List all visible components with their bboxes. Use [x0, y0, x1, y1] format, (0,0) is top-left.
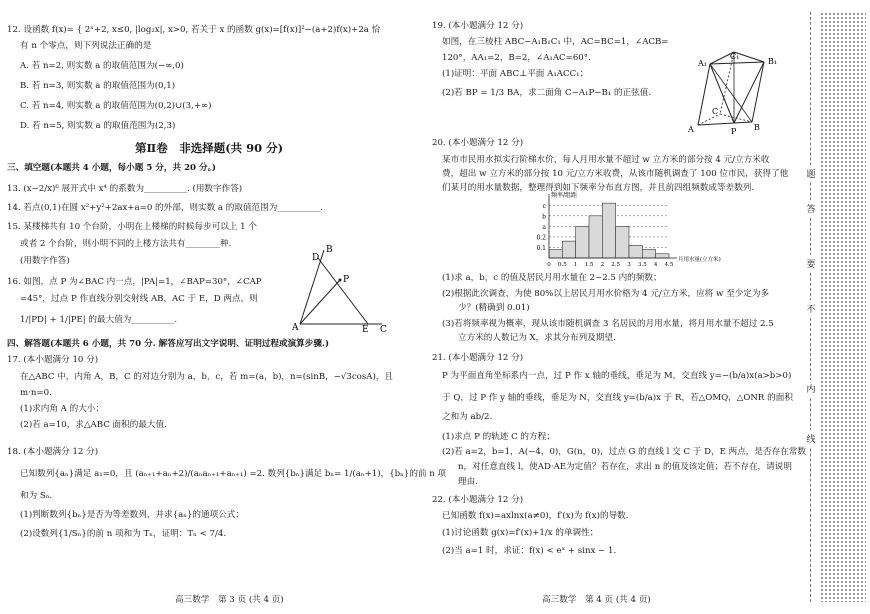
y-tick-label: a	[542, 223, 546, 231]
q20-line: (1)求 a，b，c 的值及居民月用水量在 2~2.5 内的频数；	[442, 273, 662, 283]
q21-line: 理由.	[458, 477, 478, 487]
y-tick-label: c	[542, 202, 546, 210]
q19-line: (1)证明：平面 ABC⊥平面 A₁ACC₁；	[442, 69, 589, 79]
strip-char: 线	[806, 430, 816, 447]
histogram-bar	[589, 216, 602, 258]
histogram-bar	[616, 226, 629, 258]
section-fill-in: 三、填空题(本题共 4 小题，每小题 5 分，共 20 分。)	[7, 163, 216, 173]
histogram-bar	[656, 254, 669, 258]
q17-line: (1)求内角 A 的大小；	[20, 404, 104, 414]
q21-line: 21. (本小题满分 12 分)	[432, 353, 524, 363]
q21-line: P 为平面直角坐标系内一点，过 P 作 x 轴的垂线，垂足为 M，交直线 y=−(b/a)x(a>b>0)	[442, 371, 792, 381]
q21-line: n，对任意直线 l，使AD·AE为定值？若存在，求出 n 的值及该定值；若不存在，请说明	[458, 462, 792, 472]
histogram-bar	[549, 250, 562, 258]
q16-line: =45°，过点 P 作直线分别交射线 AB，AC 于 E，D 两点，则	[20, 294, 258, 304]
q17-line: 在△ABC 中，内角 A，B，C 的对边分别为 a，b，c，若 m=(a，b)，n=(sinB，−√3cosA)，且	[20, 372, 393, 382]
x-tick-label: 3.5	[637, 262, 647, 268]
q18-line: (2)设数列{1/Sₙ}的前 n 项和为 Tₙ，证明：Tₙ < 7/4.	[20, 529, 227, 539]
fig16-label: B	[326, 245, 333, 255]
x-tick-label: 2	[600, 262, 605, 268]
fig19-label: C₁	[730, 52, 740, 61]
seal-strip-pattern	[820, 12, 866, 602]
y-tick-label: 0.1	[536, 244, 546, 252]
footer-page-4: 高三数学 第 4 页 (共 4 页)	[542, 595, 651, 605]
fig16-label: D	[312, 253, 320, 263]
section-solutions: 四、解答题(本题共 6 小题，共 70 分. 解答应写出文字说明、证明过程或演算步骤.)	[7, 339, 330, 349]
fig16-label: P	[343, 275, 350, 285]
strip-char: 要	[806, 255, 816, 272]
q12-line: 有 n 个零点，则下列说法正确的是	[20, 41, 152, 51]
q20-line: (2)根据此次调查，为使 80%以上居民月用水价格为 4 元/立方米，应将 w 至少定为多	[442, 289, 770, 299]
part2-title: 第Ⅱ卷 非选择题(共 90 分)	[135, 141, 284, 155]
strip-char: 不	[806, 300, 816, 317]
q18-line: 已知数列{aₙ}满足 a₁=0，且 (aₙ₊₁+aₙ+2)/(aₙaₙ₊₁+aₙ₊₁) =2. 数列{bₙ}满足 bₙ= 1/(aₙ+1)，{bₙ}的前 n 项	[20, 469, 447, 479]
fig19-label: P	[731, 127, 737, 136]
y-tick-label: b	[542, 213, 546, 221]
strip-char: 题	[806, 165, 816, 182]
q14: 14. 若点(0,1)在圆 x²+y²+2ax+a=0 的外部，则实数 a 的取值范围为__________.	[7, 203, 324, 213]
fig19-label: A₁	[698, 59, 707, 68]
q17-line: 17. (本小题满分 10 分)	[7, 355, 99, 365]
strip-char: 内	[806, 380, 816, 397]
x-axis-label: 月用水量(立方米)	[678, 257, 721, 263]
fig19-label: C	[712, 107, 719, 116]
q12-option-c: C. 若 n=4, 则实数 a 的取值范围为(0,2)∪(3,+∞)	[20, 101, 212, 111]
q19-line: (2)若 BP = 1/3 BA，求二面角 C−A₁P−B₁ 的正弦值.	[442, 88, 652, 98]
q20-line: 20. (本小题满分 12 分)	[432, 138, 524, 148]
fig19-label: B₁	[768, 57, 778, 66]
q15-line: 或者 2 个台阶，则小明不同的上楼方法共有________种.	[20, 239, 232, 249]
y-axis-label: 频率/组距	[551, 192, 578, 199]
q20-line: 少？(精确到 0.01)	[458, 303, 530, 313]
q17-line: (2)若 a=10，求△ABC 面积的最大值.	[20, 420, 167, 430]
q20-line: 立方米的人数记为 X，求其分布列及期望.	[458, 333, 616, 343]
q21-line: 于 Q，过 P 作 y 轴的垂线，垂足为 N，交直线 y=(b/a)x 于 R，若△OMQ，△ONR 的面积	[442, 393, 793, 403]
q12-option-b: B. 若 n=3, 则实数 a 的取值范围为(0,1)	[20, 81, 176, 91]
fig19-label: A	[688, 125, 694, 134]
x-tick-label: 4.5	[664, 262, 674, 268]
q17-line: m·n=0.	[20, 388, 52, 398]
q18-line: (1)判断数列{bₙ}是否为等差数列，并求{aₙ}的通项公式；	[20, 510, 244, 520]
q19-line: 如图，在三棱柱 ABC−A₁B₁C₁ 中，AC=BC=1，∠ACB=	[442, 37, 669, 47]
fig16-label: C	[380, 325, 387, 335]
histogram-bar	[562, 241, 575, 258]
q21-line: (1)求点 P 的轨迹 C 的方程；	[442, 432, 555, 442]
histogram-bar	[629, 245, 642, 258]
q18-line: 和为 Sₙ.	[20, 491, 53, 501]
q20-line: 某市市民用水拟实行阶梯水价，每人月用水量不超过 w 立方米的部分按 4 元/立方米收	[442, 155, 770, 165]
fig16-label: E	[362, 325, 369, 335]
q22-line: 已知函数 f(x)=axlnx(a≠0)，f′(x)为 f(x)的导数.	[442, 511, 629, 521]
q22-line: (2)当 a=1 时，求证：f(x) < eˣ + sinx − 1.	[442, 546, 617, 556]
strip-char: 答	[806, 200, 816, 217]
q22-line: (1)讨论函数 g(x)=f′(x)+1/x 的单调性；	[442, 528, 599, 538]
figure-q19-prism	[682, 50, 792, 135]
y-tick-label: 0.2	[536, 234, 546, 242]
histogram-chart	[527, 190, 721, 270]
footer-page-3: 高三数学 第 3 页 (共 4 页)	[175, 595, 284, 605]
q18-line: 18. (本小题满分 12 分)	[7, 447, 99, 457]
q15-line: 15. 某楼梯共有 10 个台阶，小明在上楼梯的时候每步可以上 1 个	[7, 222, 257, 232]
q12-option-a: A. 若 n=2, 则实数 a 的取值范围为(−∞,0)	[20, 61, 184, 71]
q21-line: (2)若 a=2，b=1，A(−4，0)，G(n，0)，过点 G 的直线 l 交 C 于 D，E 两点，是否存在常数	[442, 447, 806, 457]
figure-q16	[290, 240, 390, 335]
q22-line: 22. (本小题满分 12 分)	[432, 495, 524, 505]
q20-line: 费，超出 w 立方米的部分按 10 元/立方米收费，从该市随机调查了 100 位市民，获得了他	[442, 169, 789, 179]
q15-line: (用数字作答)	[20, 256, 70, 266]
q20-line: (3)若将频率视为概率，现从该市随机调查 3 名居民的月用水量，将月用水量不超过 2.5	[442, 319, 774, 329]
q12-line: 12. 设函数 f(x)= { 2ˣ+2, x≤0, |log₂x|, x>0, 若关于 x 的函数 g(x)=[f(x)]²−(a+2)f(x)+2a 恰	[7, 25, 381, 35]
q16-line: 1/|PD| + 1/|PE| 的最大值为__________.	[20, 315, 178, 325]
x-tick-label: 1.5	[584, 262, 594, 268]
q20-line: 们某月的用水量数据，整理得到如下频率分布直方图，并且前四组频数成等差数列.	[442, 183, 755, 193]
x-tick-label: 0.5	[557, 262, 567, 268]
histogram-bar	[576, 226, 589, 258]
x-tick-label: 2.5	[611, 262, 621, 268]
x-tick-label: 4	[653, 262, 658, 268]
fig16-label: A	[292, 323, 299, 333]
q19-line: 19. (本小题满分 12 分)	[432, 21, 524, 31]
x-tick-label: 3	[627, 262, 631, 268]
q13: 13. (x−2/x)⁶ 展开式中 x⁴ 的系数为__________. (用数字作答)	[7, 184, 243, 194]
x-tick-label: 1	[573, 262, 578, 268]
q16-line: 16. 如图，点 P 为∠BAC 内一点，|PA|=1，∠BAP=30°，∠CAP	[7, 277, 262, 287]
q12-option-d: D. 若 n=5, 则实数 a 的取值范围为(2,3)	[20, 121, 176, 131]
fig19-label: B	[754, 123, 760, 132]
q19-line: 120°，AA₁=2，B=2，∠A₁AC=60°.	[442, 53, 591, 63]
histogram-bar	[602, 203, 615, 258]
x-tick-label: 0	[547, 262, 551, 268]
histogram-bar	[642, 250, 655, 258]
q21-line: 之和为 ab/2.	[442, 412, 493, 422]
